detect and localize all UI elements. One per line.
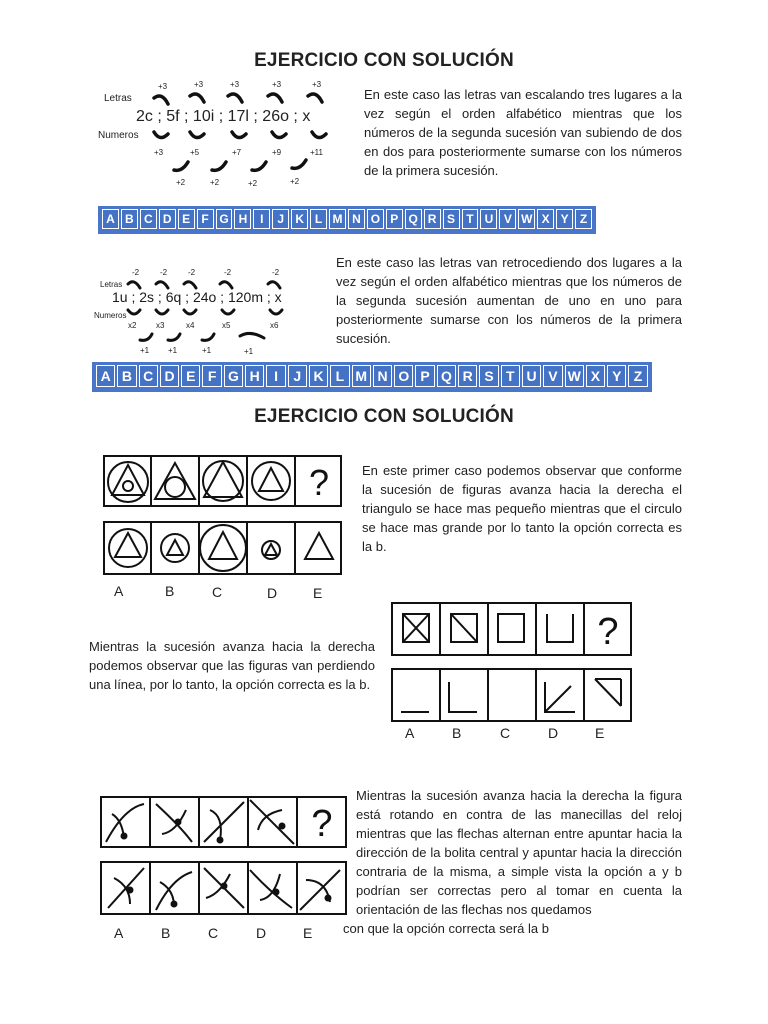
page-title: EJERCICIO CON SOLUCIÓN (254, 50, 514, 71)
question-mark: ? (308, 462, 330, 503)
option-label: A (405, 725, 415, 741)
option-label: C (212, 584, 223, 600)
alphabet-letter: V (543, 365, 562, 387)
diff-step: +1 (202, 346, 212, 355)
diff-step: +2 (290, 177, 300, 186)
alphabet-letter: U (522, 365, 541, 387)
alphabet-letter: B (117, 365, 136, 387)
letter-step: +3 (158, 82, 168, 91)
alphabet-letter: L (330, 365, 349, 387)
alphabet-letter: U (480, 209, 497, 229)
diff-arrows-icon (96, 158, 356, 178)
alphabet-letter: E (181, 365, 200, 387)
alphabet-letter: E (178, 209, 195, 229)
alphabet-letter: H (245, 365, 264, 387)
diff-arrows-icon (92, 330, 312, 346)
diff-step: +1 (140, 346, 150, 355)
alphabet-letter: N (373, 365, 392, 387)
alphabet-letter: Z (575, 209, 592, 229)
alphabet-letter: N (348, 209, 365, 229)
sequence-exercise-1 (96, 78, 356, 194)
alphabet-letter: P (415, 365, 434, 387)
number-arrows-icon (92, 308, 312, 324)
letter-step: -2 (224, 268, 232, 277)
alphabet-letter: G (224, 365, 243, 387)
explanation-figure-2: Mientras la sucesión avanza hacia la derecha podemos observar que las figuras van perdiendo una línea, por lo tanto, la opción correcta es la b. (89, 639, 375, 692)
alphabet-letter: F (202, 365, 221, 387)
letter-step: +3 (272, 80, 282, 89)
sequence-text: 2c ; 5f ; 10i ; 17l ; 26o ; x (136, 108, 311, 125)
figure-sequence-3 (100, 796, 348, 916)
alphabet-letter: I (253, 209, 270, 229)
alphabet-letter: Y (556, 209, 573, 229)
alphabet-letter: Q (405, 209, 422, 229)
letter-step: +3 (312, 80, 322, 89)
number-step: +7 (232, 148, 242, 157)
explanation-1: En este caso las letras van escalando tres lugares a la vez según el orden alfabético mientras que los números de la segunda sucesión van subiendo de dos en dos para posteriormente sumarse con los números de la primera sucesión. (364, 87, 682, 178)
number-step: +11 (310, 148, 323, 157)
alphabet-letter: A (102, 209, 119, 229)
alphabet-letter: T (462, 209, 479, 229)
alphabet-letter: G (216, 209, 233, 229)
letters-label: Letras (104, 93, 132, 104)
number-step: x2 (128, 321, 137, 330)
letter-step: -2 (160, 268, 168, 277)
alphabet-letter: I (266, 365, 285, 387)
alphabet-letter: S (479, 365, 498, 387)
alphabet-letter: Z (628, 365, 647, 387)
number-step: +9 (272, 148, 282, 157)
explanation-2: En este caso las letras van retrocediendo dos lugares a la vez según el orden alfabético mientras que los números de la segunda sucesión aumentan de uno en uno para posteriormente sumarse con los números de la primera sucesión. (336, 255, 682, 346)
alphabet-letter: W (518, 209, 535, 229)
option-label: B (161, 925, 171, 941)
letter-step: -2 (188, 268, 196, 277)
option-label: D (267, 585, 278, 601)
option-label: B (452, 725, 462, 741)
alphabet-letter: L (310, 209, 327, 229)
alphabet-letter: K (309, 365, 328, 387)
number-step: x3 (156, 321, 165, 330)
alphabet-letter: K (291, 209, 308, 229)
letter-step: +3 (230, 80, 240, 89)
alphabet-letter: D (159, 209, 176, 229)
alphabet-bar (92, 362, 652, 392)
option-label: B (165, 583, 175, 599)
sequence-text: 1u ; 2s ; 6q ; 24o ; 120m ; x (112, 289, 282, 305)
alphabet-letter: M (329, 209, 346, 229)
alphabet-letter: R (458, 365, 477, 387)
numbers-label: Numeros (98, 130, 139, 141)
option-label: E (313, 585, 323, 601)
alphabet-letter: H (234, 209, 251, 229)
section-title: EJERCICIO CON SOLUCIÓN (254, 406, 514, 427)
number-step: x5 (222, 321, 231, 330)
number-step: +5 (190, 148, 200, 157)
question-mark: ? (597, 611, 619, 653)
letter-step: -2 (132, 268, 140, 277)
alphabet-letter: Y (607, 365, 626, 387)
option-label: A (114, 583, 124, 599)
alphabet-letter: O (394, 365, 413, 387)
alphabet-letter: M (352, 365, 371, 387)
figure-sequence-1 (103, 455, 343, 577)
letter-step: +3 (194, 80, 204, 89)
alphabet-letter: O (367, 209, 384, 229)
diff-step: +1 (168, 346, 178, 355)
alphabet-letter: J (272, 209, 289, 229)
explanation-figure-1: En este primer caso podemos observar que conforme la sucesión de figuras avanza hacia la derecha el triangulo se hace mas pequeño mientras que el circulo se hace mas grande por lo tanto la opción correcta es la b. (362, 463, 682, 554)
option-label: A (114, 925, 124, 941)
alphabet-letter: J (288, 365, 307, 387)
alphabet-letter: C (139, 365, 158, 387)
alphabet-letter: A (96, 365, 115, 387)
explanation-figure-3-last-line: con que la opción correcta será la b (343, 921, 549, 936)
letter-step: -2 (272, 268, 280, 277)
sequence-exercise-2 (92, 264, 312, 360)
alphabet-letter: S (443, 209, 460, 229)
alphabet-letter: V (499, 209, 516, 229)
number-step: +3 (154, 148, 164, 157)
alphabet-letter: T (501, 365, 520, 387)
diff-step: +1 (244, 347, 254, 356)
alphabet-letter: R (424, 209, 441, 229)
diff-step: +2 (176, 178, 186, 187)
question-mark: ? (311, 803, 333, 845)
option-label: E (595, 725, 605, 741)
diff-step: +2 (248, 179, 258, 188)
alphabet-letter: C (140, 209, 157, 229)
alphabet-letter: W (565, 365, 584, 387)
numbers-label: Numeros (94, 311, 127, 320)
figure-sequence-2 (391, 602, 633, 724)
letters-label: Letras (100, 280, 123, 289)
alphabet-letter: X (586, 365, 605, 387)
option-label: D (548, 725, 559, 741)
diff-step: +2 (210, 178, 220, 187)
option-label: E (303, 925, 313, 941)
alphabet-letter: P (386, 209, 403, 229)
alphabet-letter: X (537, 209, 554, 229)
option-label: C (208, 925, 219, 941)
number-step: x6 (270, 321, 279, 330)
option-label: D (256, 925, 267, 941)
alphabet-letter: Q (437, 365, 456, 387)
alphabet-letter: B (121, 209, 138, 229)
number-arrows-icon (96, 128, 356, 148)
number-step: x4 (186, 321, 195, 330)
option-label: C (500, 725, 511, 741)
alphabet-letter: F (197, 209, 214, 229)
alphabet-bar (98, 206, 596, 234)
alphabet-letter: D (160, 365, 179, 387)
explanation-figure-3: Mientras la sucesión avanza hacia la derecha la figura está rotando en contra de las manecillas del reloj mientras que las flechas alternan entre apuntar hacia la dirección de la bolita central y apuntar hacia la dirección contraria de la misma, a simple vista la opción a y b podrían ser correctas pero al tomar en cuenta la orientación de las flechas nos quedamos (356, 788, 682, 917)
